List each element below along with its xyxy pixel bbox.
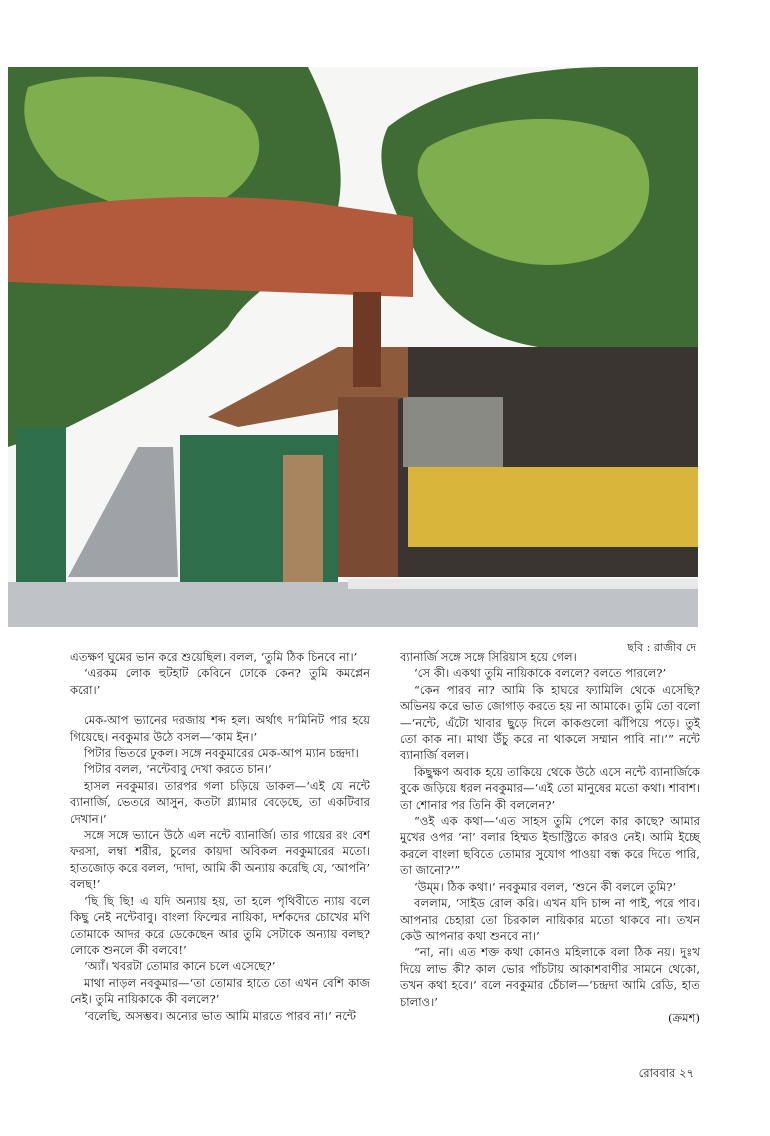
- paragraph: এতক্ষণ ঘুমের ভান করে শুয়েছিল। বলল, ‘তুমি ঠিক চিনবে না।’: [70, 650, 358, 664]
- photo-credit: ছবি : রাজীব দে: [627, 641, 696, 654]
- gate-pillar: [338, 397, 398, 577]
- paragraph: বললাম, ‘সাইড রোল করি। এখন যদি চান্স না পাই, পরে পাব। আপনার চেহারা তো চিরকাল নায়িকার মতো থাকবে না। তখন কেউ আপনার কথা শুনবে না।’: [400, 896, 700, 943]
- paragraph: “কেন পারব না? আমি কি হাঘরে ফ্যামিলি থেকে এসেছি? অভিনয় করে ভাত জোগাড় করতে হয় না আমাকে। তুমি তো বলো—‘নন্টে, এঁটো খাবার ছুড়ে দিলে কাকগুলো ঝাঁপিয়ে পড়ে। তুই তো কাক না। মাথা উঁচু করে না থাকলে সম্মান পাবি না।’” নন্টে ব্যানার্জি বলল।: [400, 682, 700, 763]
- pavement-edge: [348, 579, 698, 589]
- paragraph: ‘ছি ছি ছি! এ যদি অন্যায় হয়, তা হলে পৃথিবীতে ন্যায় বলে কিছু নেই নন্টেবাবু। বাংলা ফিল্মের নায়িকা, দর্শকদের চোখের মণি তোমাকে আদর করে ডেকেছেন আর তুমি সেটাকে অন্যায় বলছ? লোকে শুনলে কী বলবে!’: [70, 893, 370, 957]
- page-folio: রোববার ২৭: [638, 1066, 694, 1080]
- paragraph: মাথা নাড়ল নবকুমার—‘তা তোমার হাতে তো এখন বেশি কাজ নেই। তুমি নায়িকাকে কী বললে?’: [70, 975, 370, 1007]
- paragraph: পিটার বলল, ‘নন্টেবাবু দেখা করতে চান।’: [84, 762, 272, 777]
- wall-mural: [408, 467, 698, 547]
- paragraph: হাসল নবকুমার। তারপর গলা চড়িয়ে ডাকল—‘এই যে নন্টে ব্যানার্জি, ভেতরে আসুন, কতটা গ্ল্যামার বেড়েছে, তা একটিবার দেখান।’: [70, 778, 370, 826]
- photo-illustration: [8, 67, 698, 627]
- canopy-pillar: [353, 292, 381, 387]
- paragraph: মেক-আপ ভ্যানের দরজায় শব্দ হল। অর্থাৎ দ’মিনিট পার হয়ে গিয়েছে। নবকুমার উঠে বসল—‘কাম ইন।’: [70, 713, 370, 744]
- right-text-column: [400, 649, 700, 1026]
- paragraph: ‘বলেছি, অসম্ভব। অন্যের ভাত আমি মারতে পারব না।’ নন্টে: [84, 1008, 357, 1023]
- green-gate-left: [16, 427, 66, 587]
- paragraph: ‘অ্যাঁ। খবরটা তোমার কানে চলে এসেছে?’: [84, 959, 276, 974]
- paragraph: ‘এরকম লোক হুটহাট কেবিনে ঢোকে কেন? তুমি কমপ্লেন করো।’: [70, 666, 370, 697]
- gate-door-opening: [283, 455, 323, 585]
- paragraph: ‘উম্‌ম। ঠিক কথা।’ নবকুমার বলল, ‘শুনে কী বললে তুমি?’: [414, 879, 677, 894]
- wall-poster-area: [403, 397, 503, 467]
- paragraph: কিছুক্ষণ অবাক হয়ে তাকিয়ে থেকে উঠে এসে নন্টে ব্যানার্জিকে বুকে জড়িয়ে ধরল নবকুমার—‘এই তো মানুষের মতো কথা। শাবাশ। তা শোনার পর তিনি কী বললেন?’: [400, 764, 700, 812]
- gate-canopy: [8, 197, 413, 297]
- paragraph: সঙ্গে সঙ্গে ভ্যানে উঠে এল নন্টে ব্যানার্জি। তার গায়ের রং বেশ ফরসা, লম্বা শরীর, চুলের কায়দা অবিকল নবকুমারের মতো। হাতজোড় করে বলল, ‘দাদা, আমি কী অন্যায় করেছি যে, ‘আপনি’ বলছ!’: [70, 828, 370, 892]
- paragraph: “ওই এক কথা—‘এত সাহস তুমি পেলে কার কাছে? আমার মুখের ওপর ‘না’ বলার হিম্মত ইন্ডাস্ট্রিতে কারও নেই। আমি ইচ্ছে করলে বাংলা ছবিতে তোমার সুযোগ পাওয়া বন্ধ করে দিতে পারি, তা জানো?’”: [400, 814, 700, 878]
- paragraph: “না, না। এত শক্ত কথা কোনও মহিলাকে বলা ঠিক নয়। দুঃখ দিয়ে লাভ কী? কাল ভোর পাঁচটায় আকাশবাণীর সামনে থেকো, তখন কথা হবে।’ বলে নবকুমার চেঁচাল—‘চন্দ্রদা আমি রেডি, হাত চালাও।’: [400, 945, 700, 1009]
- continued-marker: (ক্রমশ): [667, 1010, 700, 1025]
- paragraph: পিটার ভিতরে ঢুকল। সঙ্গে নবকুমারের মেক-আপ ম্যান চন্দ্রদা।: [84, 746, 359, 761]
- paragraph: ব্যানার্জি সঙ্গে সঙ্গে সিরিয়াস হয়ে গেল।: [400, 650, 577, 664]
- street-gate-photo: [8, 67, 698, 627]
- paragraph: ‘সে কী। একথা তুমি নায়িকাকে বললে? বলতে পারলে?’: [414, 666, 667, 681]
- left-text-column: [70, 649, 370, 1024]
